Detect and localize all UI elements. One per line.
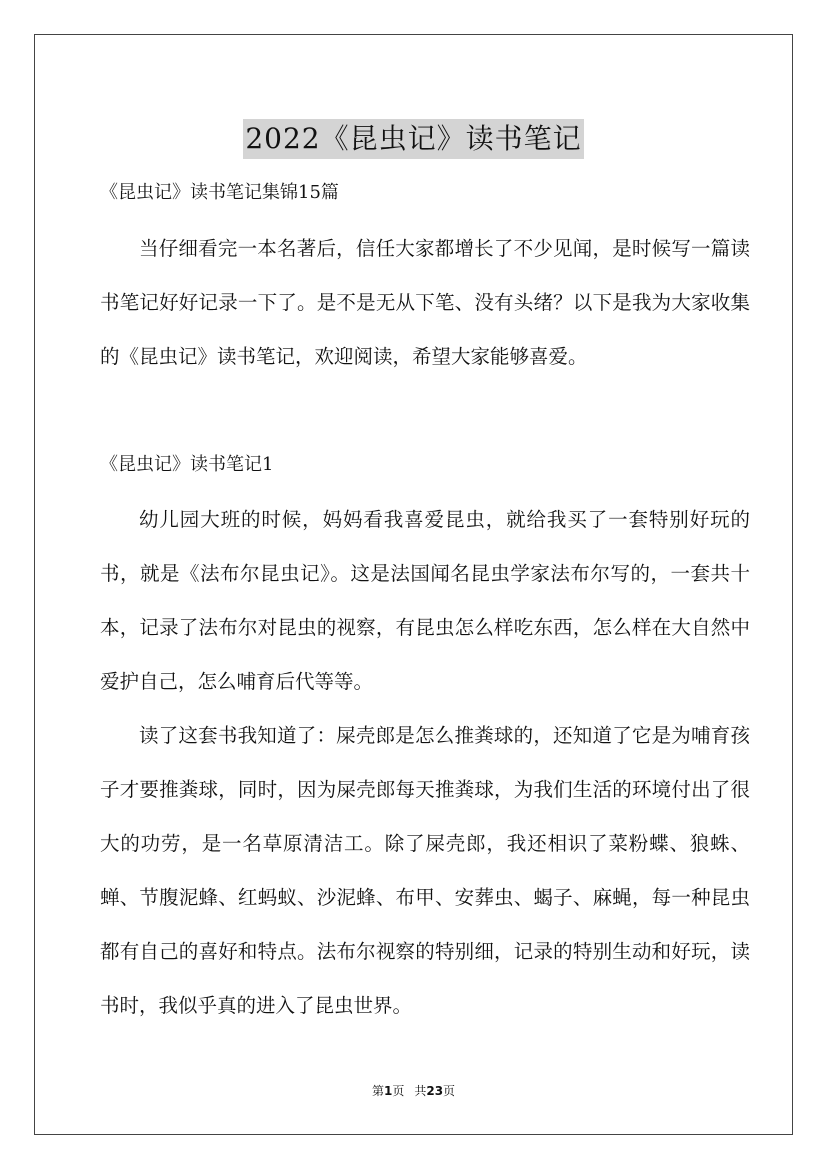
total-page-count: 23 [426, 1084, 444, 1098]
intro-paragraph: 当仔细看完一本名著后，信任大家都增长了不少见闻，是时候写一篇读书笔记好好记录一下了。是不是无从下笔、没有头绪？以下是我为大家收集的《昆虫记》读书笔记，欢迎阅读，希望大家能够喜爱。 [100, 237, 750, 368]
page-suffix: 页 [392, 1084, 405, 1098]
current-page-number: 1 [383, 1084, 393, 1098]
page-prefix: 第 [371, 1084, 384, 1098]
total-suffix: 页 [443, 1084, 456, 1098]
document-subtitle: 《昆虫记》读书笔记集锦15篇 [100, 182, 339, 203]
document-title: 2022《昆虫记》读书笔记 [243, 119, 583, 159]
section-heading: 《昆虫记》读书笔记1 [100, 454, 274, 475]
body-paragraph-1: 幼儿园大班的时候，妈妈看我喜爱昆虫，就给我买了一套特别好玩的书，就是《法布尔昆虫记》。这是法国闻名昆虫学家法布尔写的，一套共十本，记录了法布尔对昆虫的视察，有昆虫怎么样吃东西，怎么样在大自然中爱护自己，怎么哺育后代等等。 [100, 508, 750, 693]
total-prefix: 共 [414, 1084, 427, 1098]
title-container [0, 100, 827, 178]
body-paragraph-2: 读了这套书我知道了：屎壳郎是怎么推粪球的，还知道了它是为哺育孩子才要推粪球，同时，因为屎壳郎每天推粪球，为我们生活的环境付出了很大的功劳，是一名草原清洁工。除了屎壳郎，我还相识了菜粉蝶、狼蛛、蝉、节腹泥蜂、红蚂蚁、沙泥蜂、布甲、安葬虫、蝎子、麻蝇，每一种昆虫都有自己的喜好和特点。法布尔视察的特别细，记录的特别生动和好玩，读书时，我似乎真的进入了昆虫世界。 [100, 724, 750, 1017]
page-footer [0, 1083, 827, 1099]
